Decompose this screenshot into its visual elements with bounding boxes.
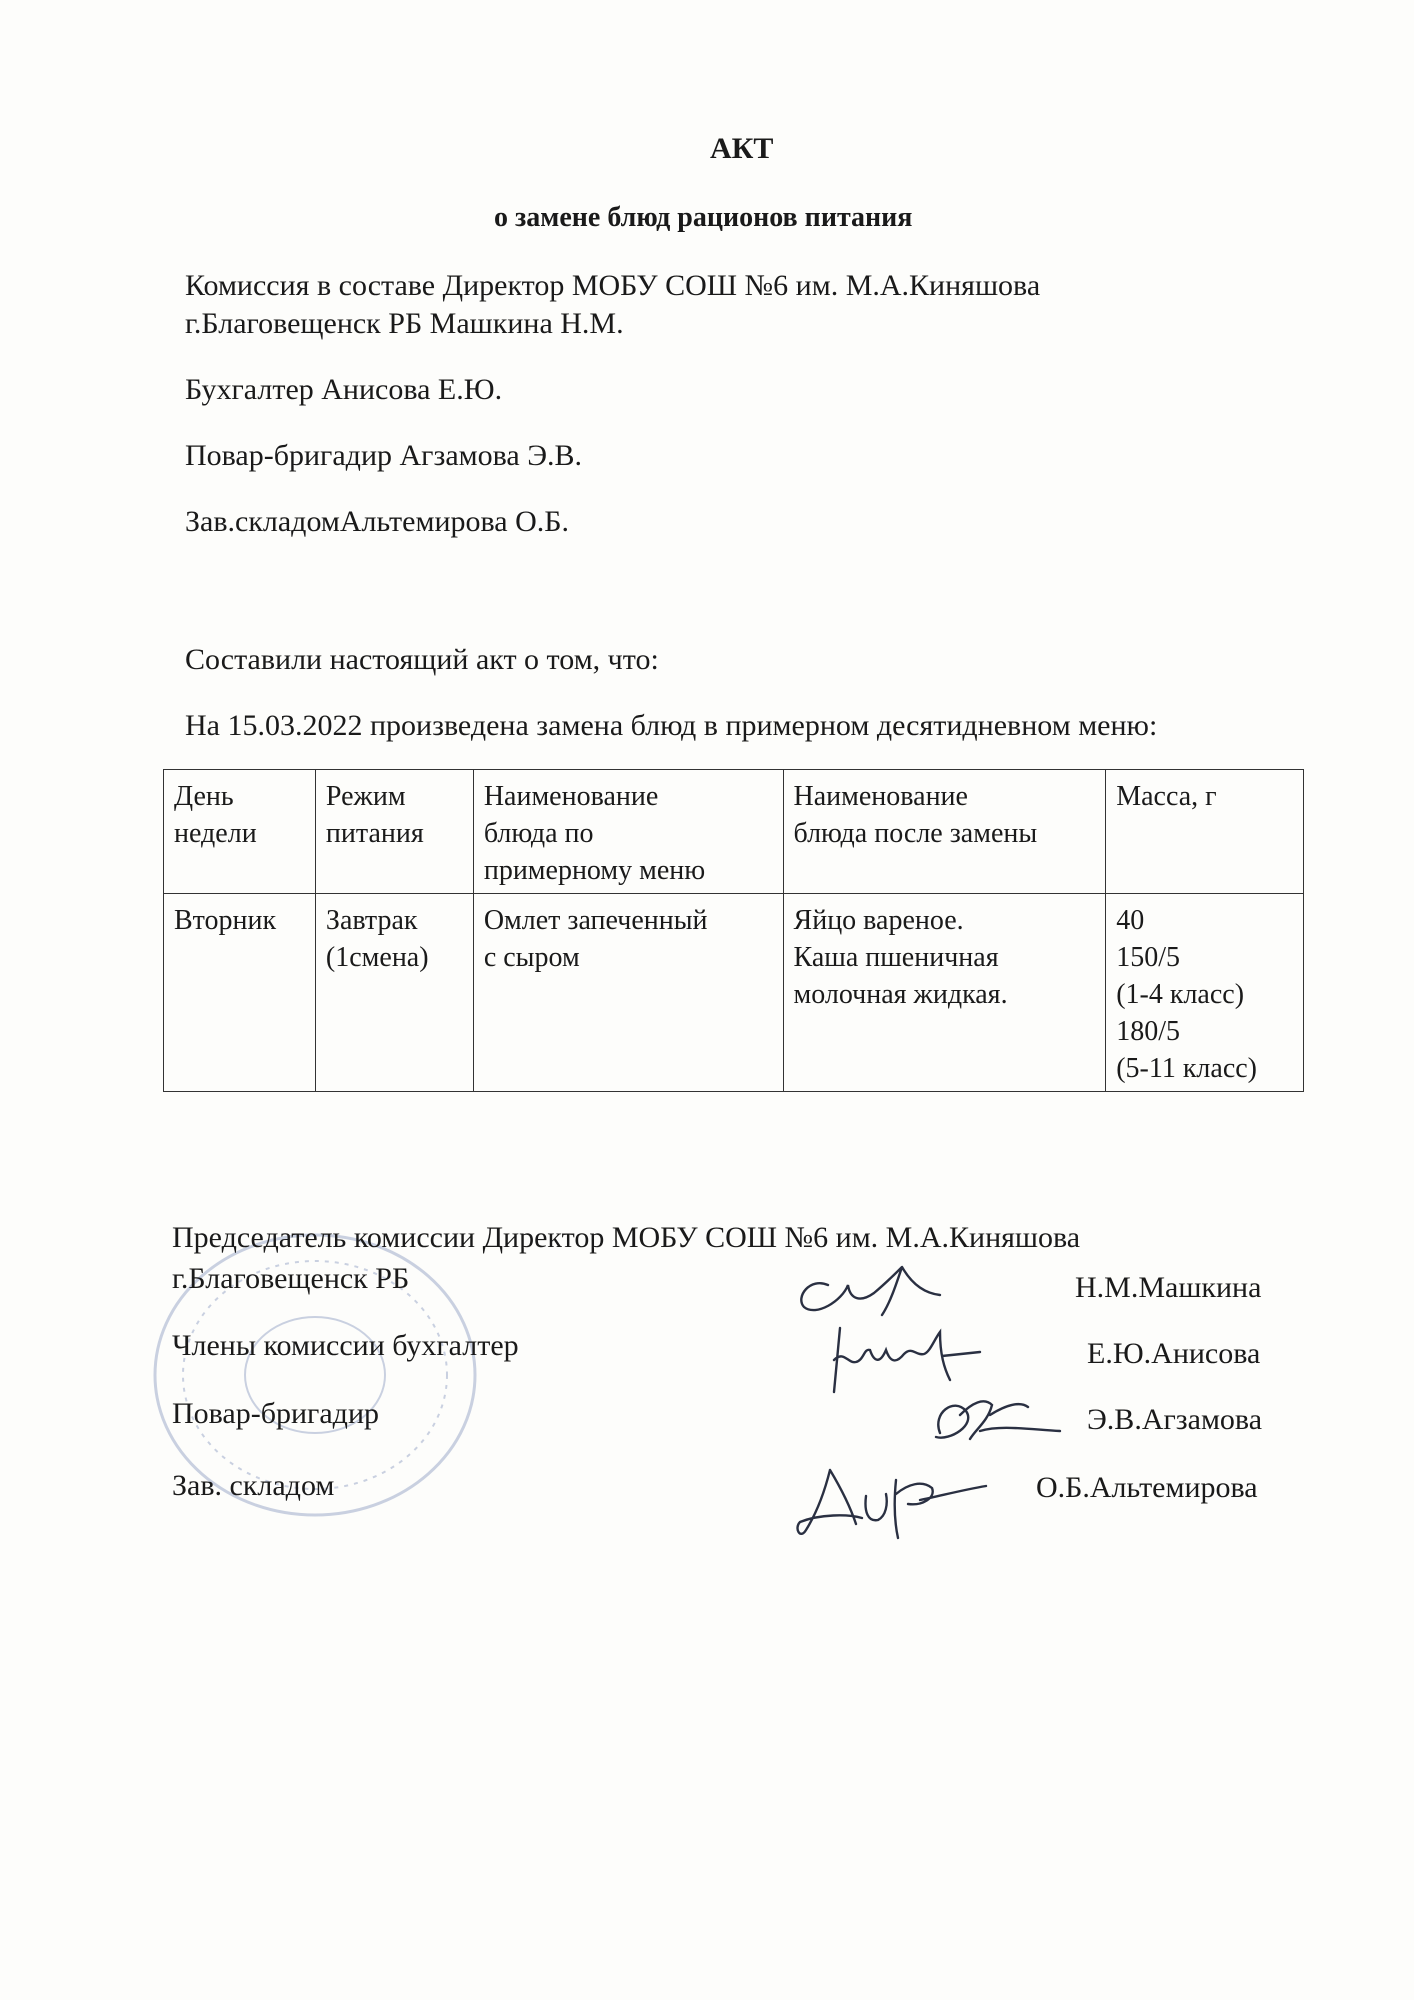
- chef-name: Э.В.Агзамова: [1087, 1403, 1263, 1436]
- chair-signature-icon: [790, 1245, 960, 1325]
- menu-replacement-table: [163, 769, 1304, 1092]
- warehouse-label: Зав. складом: [172, 1469, 335, 1502]
- cell-day: Вторник: [164, 894, 316, 1092]
- chair-line-1: Председатель комиссии Директор МОБУ СОШ №6 им. М.А.Киняшова: [172, 1221, 1081, 1254]
- cell-mode: Завтрак (1смена): [315, 894, 473, 1092]
- header-day: День недели: [164, 770, 316, 894]
- cell-original-dish: Омлет запеченный с сыром: [473, 894, 783, 1092]
- commission-warehouse: Зав.складомАльтемирова О.Б.: [185, 505, 569, 538]
- document-subtitle: о замене блюд рационов питания: [494, 202, 913, 233]
- commission-line-2: г.Благовещенск РБ Машкина Н.М.: [185, 307, 624, 340]
- intro-line-2: На 15.03.2022 произведена замена блюд в примерном десятидневном меню:: [185, 709, 1158, 742]
- header-mass: Масса, г: [1106, 770, 1304, 894]
- cell-replacement-dish: Яйцо вареное. Каша пшеничная молочная жидкая.: [783, 894, 1106, 1092]
- chef-signature-icon: [920, 1385, 1070, 1460]
- chair-name: Н.М.Машкина: [1075, 1271, 1262, 1304]
- chef-label: Повар-бригадир: [172, 1397, 379, 1430]
- commission-chef: Повар-бригадир Агзамова Э.В.: [185, 439, 583, 472]
- warehouse-signature-icon: [790, 1450, 1010, 1545]
- header-mode: Режим питания: [315, 770, 473, 894]
- document-title: АКТ: [710, 132, 774, 165]
- members-name: Е.Ю.Анисова: [1087, 1337, 1261, 1370]
- table-header-row: [164, 770, 1304, 894]
- commission-accountant: Бухгалтер Анисова Е.Ю.: [185, 373, 503, 406]
- intro-line-1: Составили настоящий акт о том, что:: [185, 643, 659, 676]
- table-row: [164, 894, 1304, 1092]
- members-label: Члены комиссии бухгалтер: [172, 1329, 519, 1362]
- cell-mass: 40 150/5 (1-4 класс) 180/5 (5-11 класс): [1106, 894, 1304, 1092]
- chair-line-2: г.Благовещенск РБ: [172, 1262, 410, 1295]
- header-original-dish: Наименование блюда по примерному меню: [473, 770, 783, 894]
- warehouse-name: О.Б.Альтемирова: [1036, 1471, 1258, 1504]
- commission-line-1: Комиссия в составе Директор МОБУ СОШ №6 им. М.А.Киняшова: [185, 269, 1041, 302]
- header-replacement-dish: Наименование блюда после замены: [783, 770, 1106, 894]
